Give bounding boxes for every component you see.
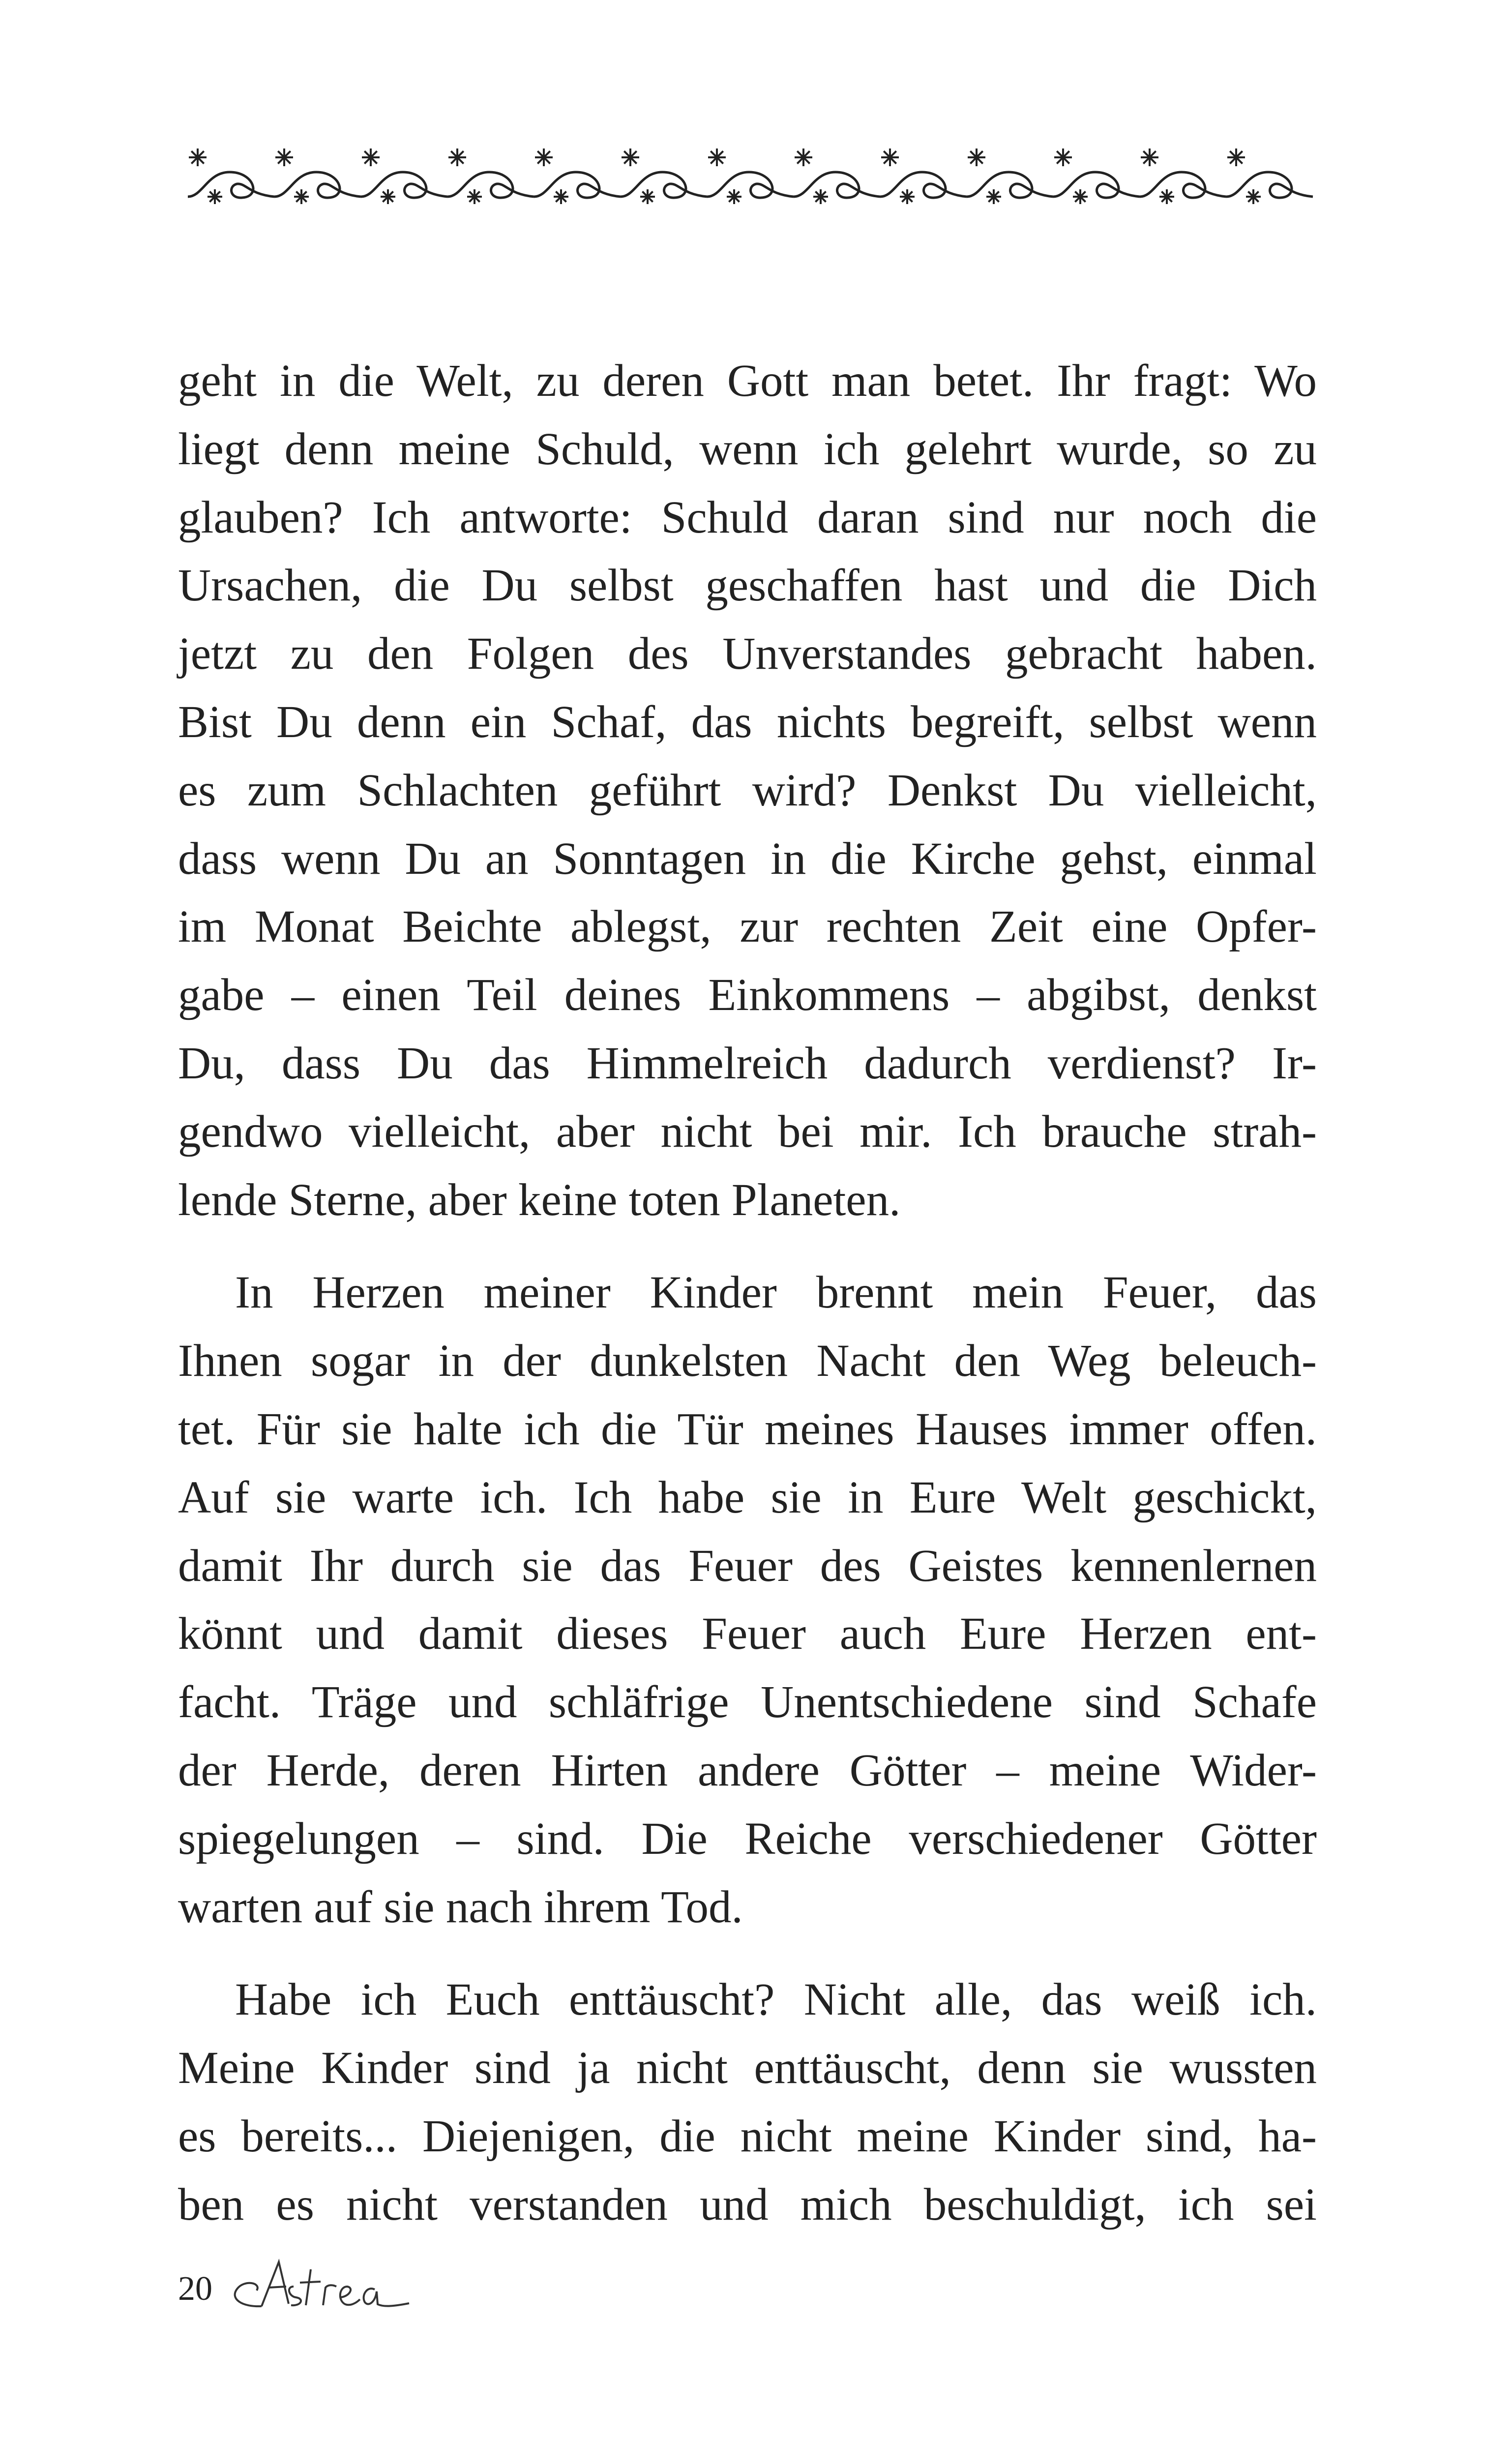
star-icon — [708, 149, 726, 166]
text-line: gendwo vielleicht, aber nicht bei mir. Ich brauche strah- — [178, 1106, 1317, 1157]
star-icon — [1227, 149, 1245, 166]
wave-scroll-icon — [1226, 172, 1313, 198]
wave-scroll-icon — [794, 172, 880, 198]
wave-scroll-icon — [1140, 172, 1226, 198]
text-line: spiegelungen – sind. Die Reiche verschiedener Götter — [178, 1813, 1317, 1864]
star-icon — [640, 189, 655, 204]
text-line: In Herzen meiner Kinder brennt mein Feuer, das — [235, 1267, 1317, 1318]
page-footer — [178, 2252, 414, 2326]
text-line: glauben? Ich antworte: Schuld daran sind nur noch die — [178, 492, 1317, 543]
text-line: es zum Schlachten geführt wird? Denkst Du vielleicht, — [178, 765, 1317, 816]
star-icon — [1141, 149, 1158, 166]
star-icon — [1159, 189, 1174, 204]
text-line: facht. Träge und schläfrige Unentschiedene sind Schafe — [178, 1677, 1317, 1728]
text-line: könnt und damit dieses Feuer auch Eure Herzen ent- — [178, 1608, 1317, 1660]
wave-scroll-icon — [188, 172, 274, 198]
star-icon — [986, 189, 1001, 204]
wave-scroll-icon — [967, 172, 1053, 198]
text-line: Du, dass Du das Himmelreich dadurch verdienst? Ir- — [178, 1038, 1317, 1089]
wave-scroll-icon — [534, 172, 621, 198]
astrea-logo — [227, 2252, 414, 2326]
wave-scroll-icon — [707, 172, 794, 198]
star-icon — [467, 189, 482, 204]
wave-scroll-icon — [274, 172, 361, 198]
wave-scroll-icon — [447, 172, 534, 198]
body-text — [178, 347, 1317, 2239]
paragraph-3 — [178, 1966, 1317, 2239]
text-line: gabe – einen Teil deines Einkommens – abgibst, denkst — [178, 970, 1317, 1021]
star-icon — [208, 189, 222, 204]
wave-scroll-icon — [1053, 172, 1140, 198]
text-line: jetzt zu den Folgen des Unverstandes gebracht haben. — [178, 628, 1317, 680]
star-icon — [275, 149, 293, 166]
text-line: Meine Kinder sind ja nicht enttäuscht, denn sie wussten — [178, 2043, 1317, 2094]
star-icon — [448, 149, 466, 166]
star-icon — [362, 149, 380, 166]
text-line: Habe ich Euch enttäuscht? Nicht alle, das weiß ich. — [235, 1974, 1317, 2025]
star-icon — [294, 189, 309, 204]
text-line: im Monat Beichte ablegst, zur rechten Zeit eine Opfer- — [178, 901, 1317, 952]
star-icon — [813, 189, 828, 204]
text-line: liegt denn meine Schuld, wenn ich gelehrt wurde, so zu — [178, 423, 1317, 475]
text-line: Bist Du denn ein Schaf, das nichts begreift, selbst wenn — [178, 696, 1317, 747]
text-line: warten auf sie nach ihrem Tod. — [178, 1881, 743, 1933]
star-icon — [1246, 189, 1261, 204]
text-line: Ursachen, die Du selbst geschaffen hast und die Dich — [178, 560, 1317, 611]
star-icon — [968, 149, 985, 166]
page-number: 20 — [178, 2270, 212, 2308]
text-line: Auf sie warte ich. Ich habe sie in Eure Welt geschickt, — [178, 1472, 1317, 1523]
wave-scroll-icon — [621, 172, 707, 198]
star-icon — [381, 189, 395, 204]
star-icon — [881, 149, 899, 166]
wave-scroll-icon — [880, 172, 967, 198]
text-line: tet. Für sie halte ich die Tür meines Hauses immer offen. — [178, 1403, 1317, 1455]
text-line: ben es nicht verstanden und mich beschuldigt, ich sei — [178, 2179, 1317, 2230]
star-icon — [554, 189, 568, 204]
star-wave-border — [183, 143, 1334, 216]
paragraph-1 — [178, 347, 1317, 1234]
star-icon — [1054, 149, 1072, 166]
text-line: der Herde, deren Hirten andere Götter – meine Wider- — [178, 1745, 1317, 1796]
star-icon — [535, 149, 553, 166]
text-line: damit Ihr durch sie das Feuer des Geistes kennenlernen — [178, 1540, 1317, 1591]
star-icon — [189, 149, 207, 166]
star-icon — [1073, 189, 1088, 204]
star-icon — [900, 189, 915, 204]
text-line: es bereits... Diejenigen, die nicht meine Kinder sind, ha- — [178, 2111, 1317, 2162]
star-icon — [795, 149, 812, 166]
text-line: geht in die Welt, zu deren Gott man betet. Ihr fragt: Wo — [178, 356, 1317, 406]
wave-scroll-icon — [361, 172, 447, 198]
paragraph-2 — [178, 1259, 1317, 1941]
text-line: lende Sterne, aber keine toten Planeten. — [178, 1174, 901, 1225]
star-icon — [622, 149, 639, 166]
text-line: Ihnen sogar in der dunkelsten Nacht den Weg beleuch- — [178, 1336, 1317, 1387]
star-icon — [727, 189, 741, 204]
text-line: dass wenn Du an Sonntagen in die Kirche gehst, einmal — [178, 833, 1317, 884]
